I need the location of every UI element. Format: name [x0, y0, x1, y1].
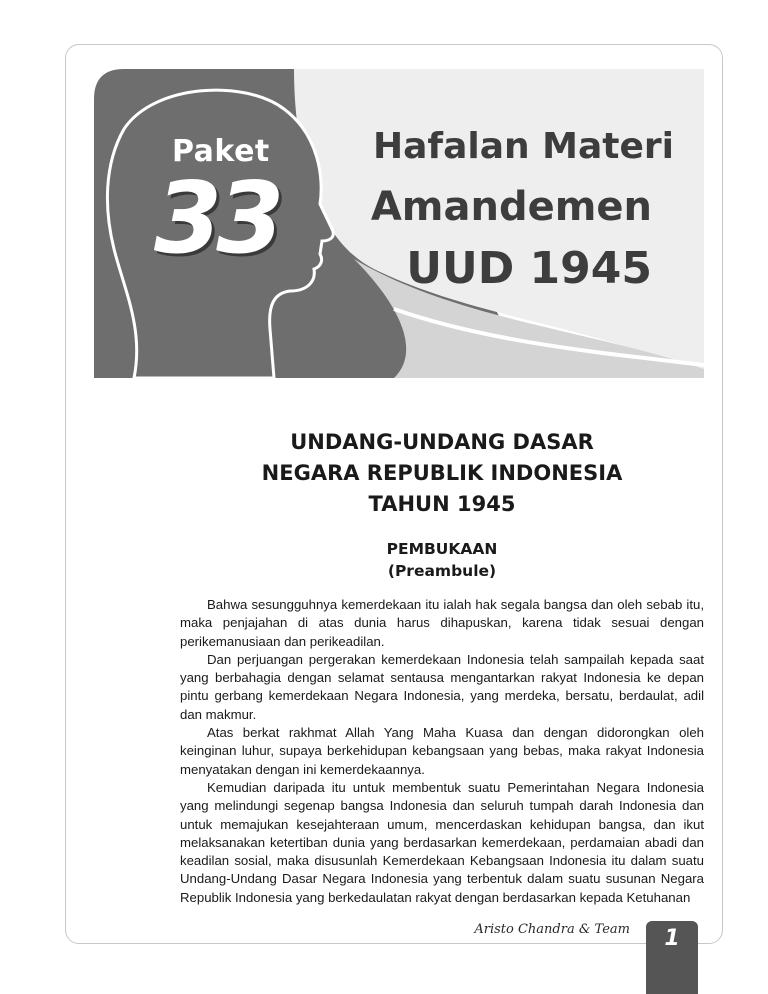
chapter-title-line-1: Hafalan Materi	[372, 126, 674, 167]
section-subtitle: (Preambule)	[387, 562, 497, 580]
paket-label: Paket	[172, 134, 270, 169]
page-number: 1	[664, 926, 680, 951]
paragraph: Kemudian daripada itu untuk membentuk suatu Pemerintahan Negara Indonesia yang melindungi segenap bangsa Indonesia dan seluruh tumpah darah Indonesia dan untuk memajukan kesejahteraan umum, mencerdaskan kehidupan bangsa, dan ikut melaksanakan ketertiban dunia yang berdasarkan kemerdekaan, perdamaian abadi dan keadilan sosial, maka disusunlah Kemerdekaan Kebangsaan Indonesia itu dalam suatu Undang-Undang Dasar Negara Indonesia yang terbentuk dalam suatu susunan Negara Republik Indonesia yang berkedaulatan rakyat dengan berdasarkan kepada Ketuhanan	[180, 779, 704, 905]
preamble-body	[180, 596, 704, 907]
chapter-title-line-3: UUD 1945	[406, 243, 652, 294]
paragraph: Atas berkat rakhmat Allah Yang Maha Kuasa dan dengan didorongkan oleh keinginan luhur, supaya berkehidupan kebangsaan yang bebas, maka rakyat Indonesia menyatakan dengan ini kemerdekaannya.	[180, 725, 704, 777]
paket-number: 33	[154, 162, 279, 276]
section-heading	[200, 538, 684, 582]
document-heading	[200, 427, 684, 520]
document-heading-line-2: NEGARA REPUBLIK INDONESIA	[261, 461, 623, 485]
document-heading-line-3: TAHUN 1945	[368, 492, 516, 516]
chapter-title-line-2: Amandemen	[370, 184, 652, 230]
paragraph: Dan perjuangan pergerakan kemerdekaan Indonesia telah sampailah kepada saat yang berbahagia dengan selamat sentausa mengantarkan rakyat Indonesia ke depan pintu gerbang kemerdekaan Negara Indonesia, yang merdeka, bersatu, berdaulat, adil dan makmur.	[180, 651, 704, 722]
document-heading-line-1: UNDANG-UNDANG DASAR	[290, 430, 594, 454]
section-title: PEMBUKAAN	[386, 540, 498, 558]
footer-author: Aristo Chandra & Team	[474, 922, 630, 937]
paragraph: Bahwa sesungguhnya kemerdekaan itu ialah hak segala bangsa dan oleh sebab itu, maka penjajahan di atas dunia harus dihapuskan, karena tidak sesuai dengan perikemanusiaan dan perikeadilan.	[180, 597, 704, 649]
